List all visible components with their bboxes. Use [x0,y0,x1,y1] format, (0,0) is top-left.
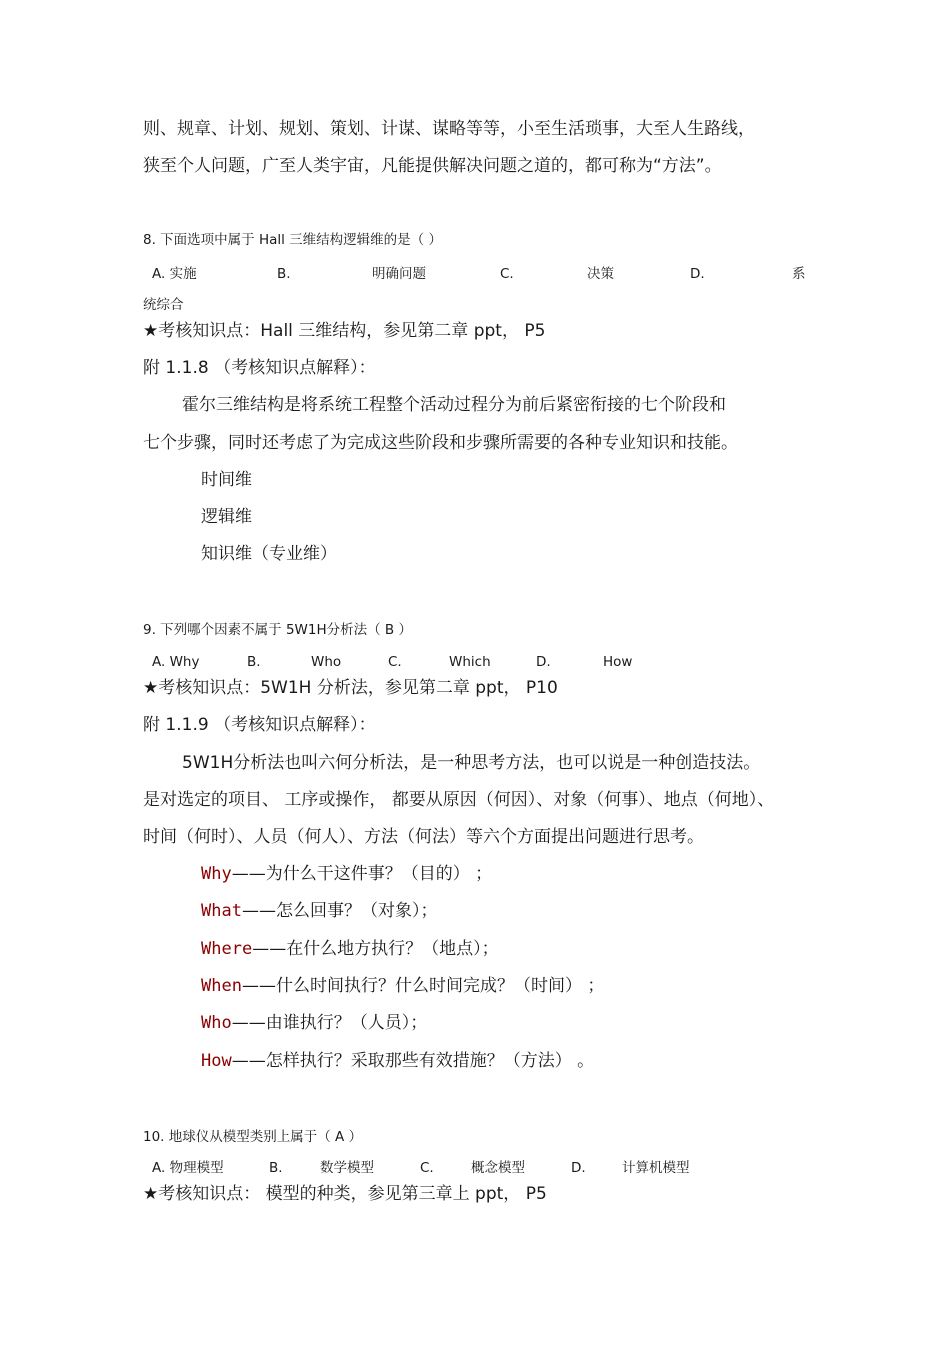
q8-option-d-letter: D. [690,266,705,282]
intro-line-1: 则、规章、计划、规划、策划、计谋、谋略等等，小至生活琐事，大至人生路线， [143,119,755,139]
q9-option-d-text: How [603,654,633,670]
q9-item-who-key: Who [201,1013,232,1033]
q9-explanation-line-3: 时间（何时）、人员（何人）、方法（何法）等六个方面提出问题进行思考。 [143,827,704,847]
q8-option-a: A. 实施 [152,266,197,282]
q9-option-b-text: Who [311,654,342,670]
q8-option-d-text: 系 [792,266,806,282]
q9-item-how [201,1053,594,1070]
q8-option-c-text: 决策 [587,266,614,282]
q9-option-d-letter: D. [536,654,551,670]
q8-explanation-line-2: 七个步骤，同时还考虑了为完成这些阶段和步骤所需要的各种专业知识和技能。 [143,433,738,453]
q9-item-where-key: Where [201,939,253,959]
q8-option-b-text: 明确问题 [372,266,426,282]
q9-item-why-text: ——为什么干这件事？（目的） ； [231,864,493,884]
q10-option-b-letter: B. [269,1160,283,1176]
q9-option-b-letter: B. [247,654,261,670]
q9-explanation-line-1: 5W1H分析法也叫六何分析法，是一种思考方法，也可以说是一种创造技法。 [182,753,761,773]
q9-item-when [201,978,604,995]
q10-option-d-text: 计算机模型 [622,1160,690,1176]
q9-item-who-text: ——由谁执行？（人员）； [231,1013,428,1033]
q8-dimension-knowledge: 知识维（专业维） [201,544,337,564]
intro-line-2: 狭至个人问题，广至人类宇宙，凡能提供解决问题之道的，都可称为“方法”。 [143,156,722,176]
q10-option-c-letter: C. [420,1160,434,1176]
q9-item-how-key: How [201,1051,232,1071]
q8-appendix-heading: 附 1.1.8 （考核知识点解释）： [143,358,376,378]
q9-knowledge-point: ★考核知识点：5W1H 分析法，参见第二章 ppt， P10 [143,678,558,698]
q9-question: 9. 下列哪个因素不属于 5W1H分析法（ B ） [143,622,412,638]
q8-dimension-logic: 逻辑维 [201,507,252,527]
q10-option-a: A. 物理模型 [152,1160,224,1176]
q9-item-where-text: ——在什么地方执行？（地点）； [252,939,499,959]
q8-knowledge-point: ★考核知识点：Hall 三维结构，参见第二章 ppt， P5 [143,321,546,341]
q9-item-who [201,1015,427,1032]
q8-question: 8. 下面选项中属于 Hall 三维结构逻辑维的是（ ） [143,232,442,248]
q10-question: 10. 地球仪从模型类别上属于（ A ） [143,1129,363,1145]
q9-item-what-key: What [201,901,242,921]
q8-option-b-letter: B. [277,266,291,282]
q8-option-c-letter: C. [500,266,514,282]
q9-option-c-letter: C. [388,654,402,670]
q9-appendix-heading: 附 1.1.9 （考核知识点解释）： [143,715,376,735]
q9-item-what [201,903,437,920]
q9-item-where [201,941,499,958]
q10-option-d-letter: D. [571,1160,586,1176]
q9-explanation-line-2: 是对选定的项目、 工序或操作， 都要从原因（何因）、对象（何事）、地点（何地）、 [143,790,775,810]
q9-item-when-text: ——什么时间执行？什么时间完成？（时间） ； [241,976,605,996]
q10-option-c-text: 概念模型 [471,1160,525,1176]
q8-option-d-continued: 统综合 [143,297,184,313]
q9-option-a: A. Why [152,654,200,670]
q10-option-b-text: 数学模型 [320,1160,374,1176]
q9-item-why-key: Why [201,864,232,884]
q9-item-how-text: ——怎样执行？采取那些有效措施？（方法） 。 [231,1051,595,1071]
q9-item-what-text: ——怎么回事？（对象）； [241,901,438,921]
q10-knowledge-point: ★考核知识点： 模型的种类，参见第三章上 ppt， P5 [143,1184,547,1204]
q8-explanation-line-1: 霍尔三维结构是将系统工程整个活动过程分为前后紧密衔接的七个阶段和 [182,395,726,415]
q9-option-c-text: Which [449,654,491,670]
q8-dimension-time: 时间维 [201,470,252,490]
q9-item-why [201,866,492,883]
q9-item-when-key: When [201,976,242,996]
